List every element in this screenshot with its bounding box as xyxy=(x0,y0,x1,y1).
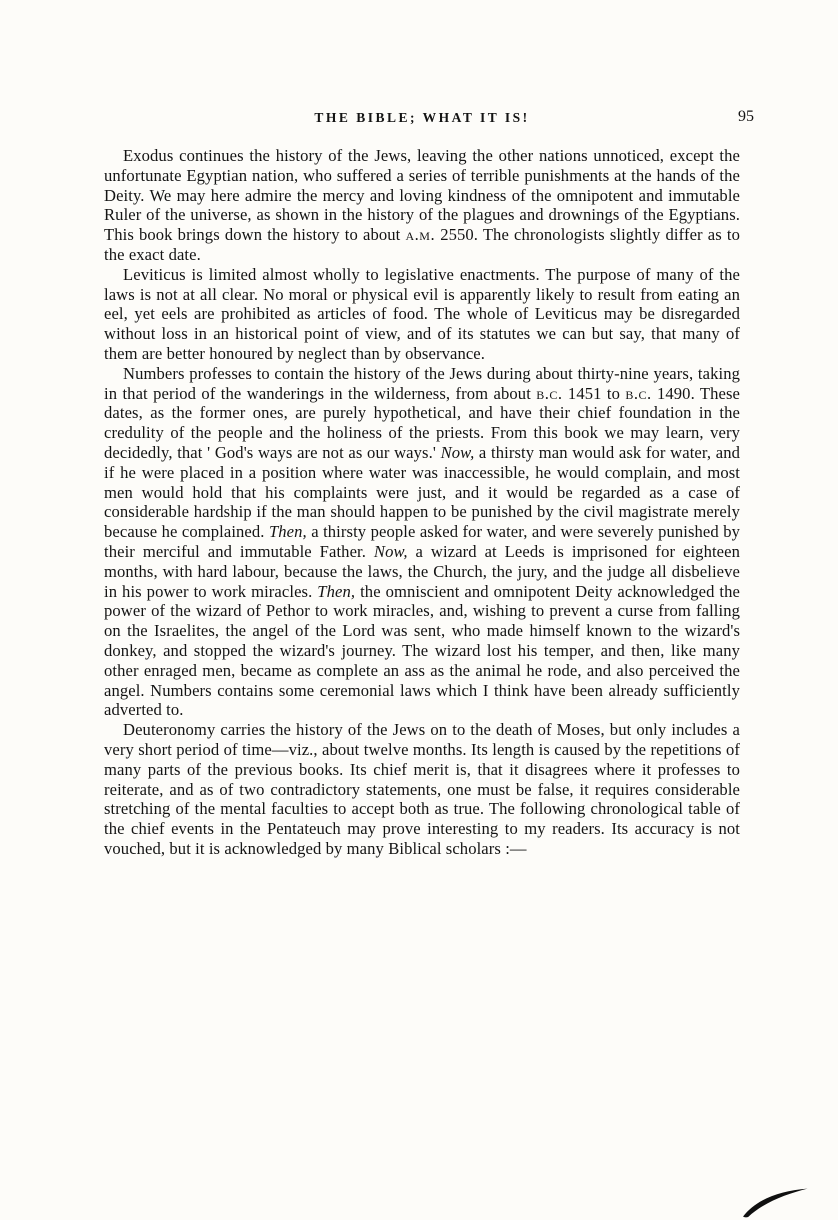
paragraph xyxy=(104,720,740,859)
text-run: Numbers professes to contain the history of the Jews during about thirty-nine years, taking in that period of the wanderings in the wilderness, from about xyxy=(104,363,740,403)
text-run: 1451 to xyxy=(562,383,626,403)
text-run: Now, xyxy=(440,442,475,462)
text-run: Then, xyxy=(268,522,307,542)
text-run: a thirsty man would ask for water, and if he were placed in a position where water was inaccessible, he would complain, and most men would hold that his complaints were just, and it would be regarded as a case of considerable hardship if the man should happen to be punished by the civil magistrate merely because he complained. xyxy=(104,442,740,542)
paragraph xyxy=(104,364,740,720)
running-title: THE BIBLE; WHAT IT IS! xyxy=(314,110,530,125)
page-body xyxy=(104,146,740,859)
text-run: a.m. xyxy=(405,225,436,245)
page-header xyxy=(104,108,754,130)
text-run: b.c. xyxy=(536,383,563,403)
paragraph xyxy=(104,265,740,364)
text-run: a wizard at Leeds is imprisoned for eighteen months, with hard labour, because the laws, the Church, the jury, and the judge all disbelieve in his power to work miracles. xyxy=(104,541,740,601)
ink-flourish-artifact xyxy=(738,1184,813,1220)
text-run: Then, xyxy=(317,581,356,601)
text-run: 2550. The chronologists slightly differ as to the exact date. xyxy=(104,225,740,264)
text-run: a thirsty people asked for water, and were severely punished by their merciful and immutable Father. xyxy=(104,522,740,561)
text-run: Now, xyxy=(373,541,408,561)
paragraph xyxy=(104,146,740,265)
text-run: Exodus continues the history of the Jews, leaving the other nations unnoticed, except the unfortunate Egyptian nation, who suffered a series of terrible punishments at the hands of the Deity. We may here admire the mercy and loving kindness of the omnipotent and immutable Ruler of the universe, as shown in the history of the plagues and drownings of the Egyptians. This book brings down the history to about xyxy=(104,146,740,245)
text-run: Deuteronomy carries the history of the Jews on to the death of Moses, but only includes a very short period of time—viz., about twelve months. Its length is caused by the repetitions of many parts of the previous books. Its chief merit is, that it disagrees where it professes to reiterate, and as of two contradictory statements, one must be false, it requires considerable stretching of the mental faculties to accept both as true. The following chronological table of the chief events in the Pentateuch may prove interesting to my readers. Its accuracy is not vouched, but it is acknowledged by many Biblical scholars :— xyxy=(104,720,740,858)
text-run: 1490. These dates, as the former ones, are purely hypothetical, and have their chief foundation in the credulity of the people and the holiness of the priests. From this book we may learn, very decidedly, that ' God's ways are not as our ways.' xyxy=(104,383,740,462)
text-run: b.c. xyxy=(625,383,652,403)
page-number: 95 xyxy=(738,108,754,125)
text-run: the omniscient and omnipotent Deity acknowledged the power of the wizard of Pethor to work miracles, and, wishing to prevent a curse from falling on the Israelites, the angel of the Lord was sent, who made himself known to the wizard's donkey, and stopped the wizard's journey. The wizard lost his temper, and then, like many other enraged men, became as complete an ass as the animal he rode, and also perceived the angel. Numbers contains some ceremonial laws which I think have been already sufficiently adverted to. xyxy=(104,581,740,720)
text-run: Leviticus is limited almost wholly to legislative enactments. The purpose of many of the laws is not at all clear. No moral or physical evil is apparently likely to result from eating an eel, yet eels are prohibited as articles of food. The whole of Leviticus may be disregarded without loss in an historical point of view, and of its statutes we can but say, that many of them are better honoured by neglect than by observance. xyxy=(104,264,740,363)
